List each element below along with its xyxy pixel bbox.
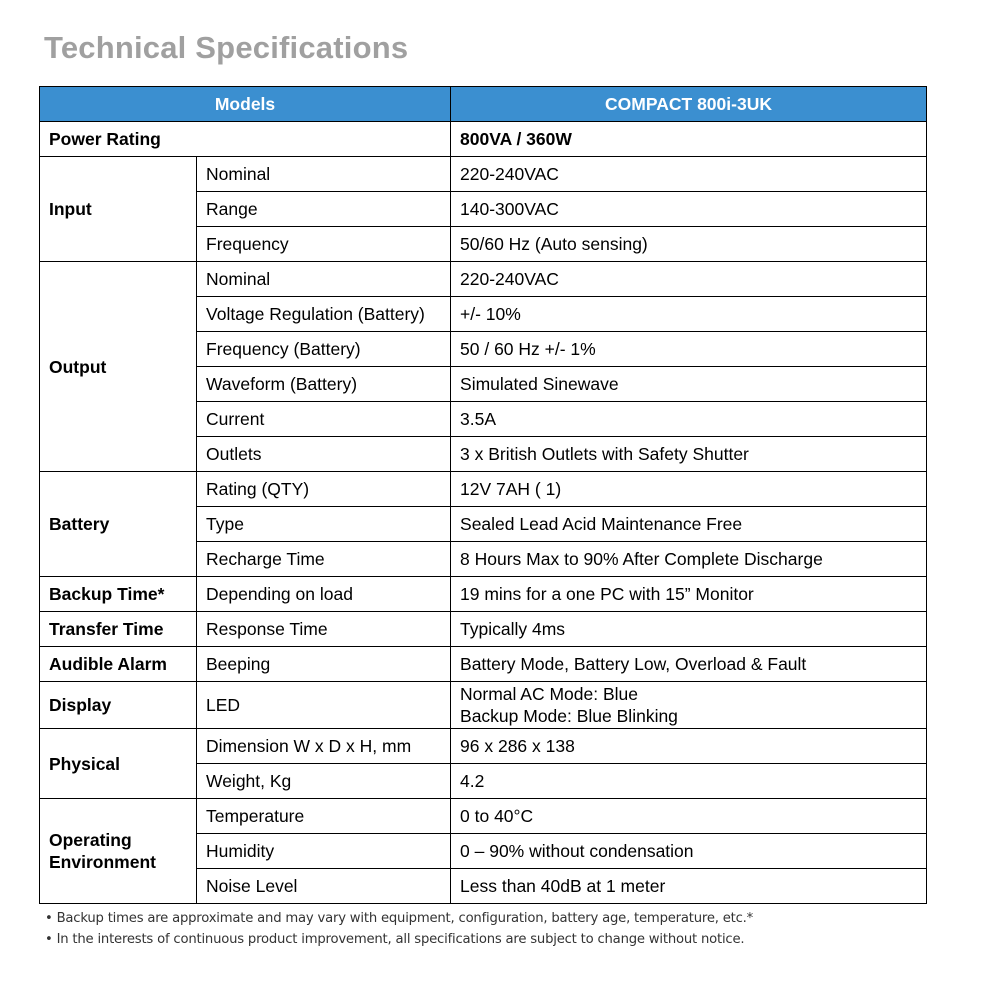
page-title: Technical Specifications (44, 30, 409, 65)
spec-value: Battery Mode, Battery Low, Overload & Fault (451, 647, 927, 682)
spec-value: 8 Hours Max to 90% After Complete Discharge (451, 542, 927, 577)
category-display: Display (40, 682, 197, 729)
spec-value: 0 – 90% without condensation (451, 834, 927, 869)
spec-value: 4.2 (451, 764, 927, 799)
spec-param: Recharge Time (197, 542, 451, 577)
spec-param: Depending on load (197, 577, 451, 612)
table-row (40, 157, 927, 192)
spec-param: Range (197, 192, 451, 227)
table-row (40, 472, 927, 507)
spec-param: Nominal (197, 157, 451, 192)
spec-param: Voltage Regulation (Battery) (197, 297, 451, 332)
spec-value: Typically 4ms (451, 612, 927, 647)
category-battery: Battery (40, 472, 197, 577)
spec-value: 3 x British Outlets with Safety Shutter (451, 437, 927, 472)
category-transfer-time: Transfer Time (40, 612, 197, 647)
spec-value: +/- 10% (451, 297, 927, 332)
category-physical: Physical (40, 729, 197, 799)
category-label-line-2: Environment (49, 852, 156, 872)
table-row (40, 647, 927, 682)
spec-value: 12V 7AH ( 1) (451, 472, 927, 507)
spec-value: Less than 40dB at 1 meter (451, 869, 927, 904)
table-row (40, 577, 927, 612)
spec-value: 0 to 40°C (451, 799, 927, 834)
spec-param: Humidity (197, 834, 451, 869)
spec-param: Beeping (197, 647, 451, 682)
category-power-rating: Power Rating (40, 122, 451, 157)
spec-value: 96 x 286 x 138 (451, 729, 927, 764)
spec-param: Weight, Kg (197, 764, 451, 799)
spec-param: Outlets (197, 437, 451, 472)
category-audible-alarm: Audible Alarm (40, 647, 197, 682)
footnotes (45, 908, 965, 950)
spec-value: 220-240VAC (451, 157, 927, 192)
footnote-backup-times: • Backup times are approximate and may vary with equipment, configuration, battery age, temperature, etc.* (45, 911, 754, 926)
spec-value: 800VA / 360W (451, 122, 927, 157)
spec-value (451, 682, 927, 729)
spec-value: Sealed Lead Acid Maintenance Free (451, 507, 927, 542)
category-backup-time: Backup Time* (40, 577, 197, 612)
model-name-header: COMPACT 800i-3UK (451, 87, 927, 122)
spec-param: Response Time (197, 612, 451, 647)
category-operating-environment (40, 799, 197, 904)
category-label-line-1: Operating (49, 830, 132, 850)
display-value-line-2: Backup Mode: Blue Blinking (460, 706, 678, 726)
spec-value: 140-300VAC (451, 192, 927, 227)
display-value-line-1: Normal AC Mode: Blue (460, 684, 639, 704)
table-row (40, 799, 927, 834)
spec-value: 220-240VAC (451, 262, 927, 297)
category-input: Input (40, 157, 197, 262)
spec-value: 19 mins for a one PC with 15” Monitor (451, 577, 927, 612)
table-header-row (40, 87, 927, 122)
table-row (40, 612, 927, 647)
spec-param: Noise Level (197, 869, 451, 904)
spec-param: Current (197, 402, 451, 437)
models-header: Models (40, 87, 451, 122)
table-row (40, 729, 927, 764)
spec-value: 3.5A (451, 402, 927, 437)
spec-value: 50/60 Hz (Auto sensing) (451, 227, 927, 262)
spec-param: Temperature (197, 799, 451, 834)
spec-param: LED (197, 682, 451, 729)
spec-value: 50 / 60 Hz +/- 1% (451, 332, 927, 367)
category-output: Output (40, 262, 197, 472)
spec-param: Type (197, 507, 451, 542)
spec-table (39, 86, 927, 904)
table-row (40, 122, 927, 157)
spec-param: Frequency (197, 227, 451, 262)
spec-param: Nominal (197, 262, 451, 297)
spec-param: Dimension W x D x H, mm (197, 729, 451, 764)
table-row (40, 262, 927, 297)
spec-param: Waveform (Battery) (197, 367, 451, 402)
spec-value: Simulated Sinewave (451, 367, 927, 402)
footnote-spec-change: • In the interests of continuous product improvement, all specifications are subject to change without notice. (45, 932, 745, 947)
spec-param: Rating (QTY) (197, 472, 451, 507)
spec-param: Frequency (Battery) (197, 332, 451, 367)
table-row (40, 682, 927, 729)
